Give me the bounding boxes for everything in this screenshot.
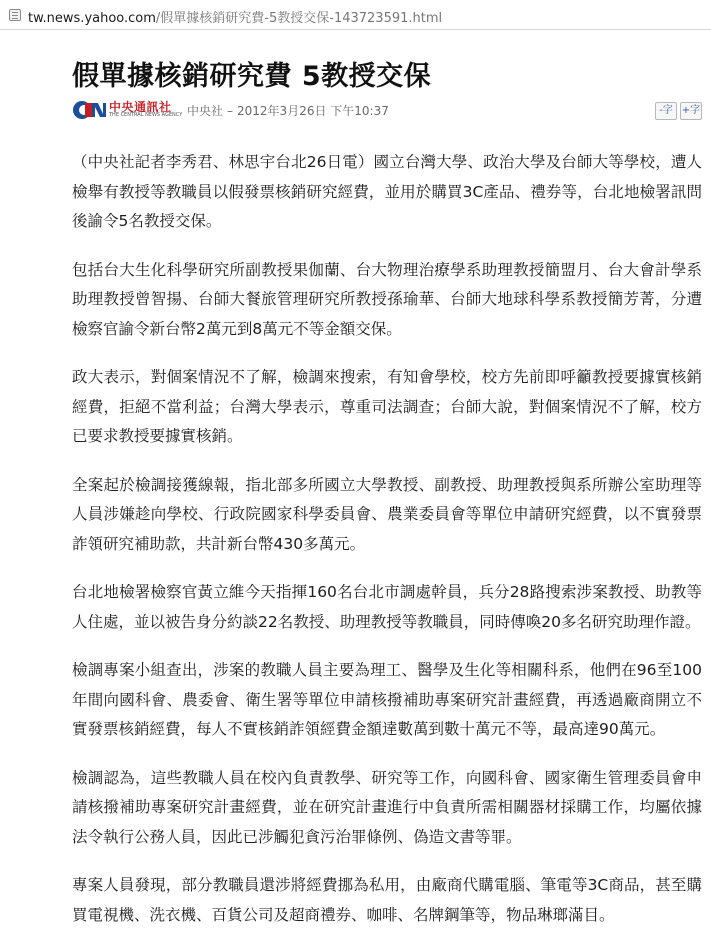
article-paragraph: 檢調認為，這些教職人員在校內負責教學、研究等工作，向國科會、國家衛生管理委員會申請核撥補助專案研究計畫經費，並在研究計畫進行中負責所需相關器材採購工作，均屬依據法令執行公務人員，因此已涉觸犯貪污治罪條例、偽造文書等罪。: [72, 768, 702, 846]
article-paragraph: 台北地檢署檢察官黃立維今天指揮160名台北市調處幹員，兵分28路搜索涉案教授、助教等人住處，並以被告身分約談22名教授、助理教授等教職員，同時傳喚20多名研究助理作證。: [72, 583, 702, 631]
article-paragraph: 檢調專案小組查出，涉案的教職人員主要為理工、醫學及生化等相關科系，他們在96至100年間向國科會、農委會、衛生署等單位申請核撥補助專案研究計畫經費，再透過廠商開立不實發票核銷經費，每人不實核銷詐領經費金額達數萬到數十萬元不等，最高達90萬元。: [72, 661, 702, 738]
font-decrease-button[interactable]: -字: [655, 102, 677, 120]
article-title: 假單據核銷研究費 5教授交保: [72, 61, 432, 92]
cna-logo-icon: [72, 100, 106, 120]
cna-logo[interactable]: [72, 98, 183, 122]
source-name: 中央社: [187, 104, 224, 118]
article-paragraph: 專案人員發現，部分教職員還涉將經費挪為私用，由廠商代購電腦、筆電等3C商品，甚至購買電視機、洗衣機、百貨公司及超商禮券、咖啡、名牌鋼筆等，物品琳瑯滿目。: [72, 876, 702, 924]
meta-separator: –: [227, 104, 234, 118]
article-paragraph: （中央社記者李秀君、林思宇台北26日電）國立台灣大學、政治大學及台師大等學校，遭人檢舉有教授等教職員以假發票核銷研究經費，並用於購買3C產品、禮券等，台北地檢署訊問後諭令5名教授交保。: [72, 153, 702, 230]
article-paragraph: 包括台大生化科學研究所副教授果伽蘭、台大物理治療學系助理教授簡盟月、台大會計學系助理教授曾智揚、台師大餐旅管理研究所教授孫瑜華、台師大地球科學系教授簡芳菁，分遭檢察官諭令新台幣2萬元到8萬元不等金額交保。: [72, 260, 702, 338]
article-meta: [187, 102, 389, 119]
url-text[interactable]: [28, 7, 442, 26]
cna-logo-english: THE CENTRAL NEWS AGENCY: [109, 112, 183, 118]
url-domain: tw.news.yahoo.com: [28, 11, 156, 26]
cna-logo-chinese: 中央通訊社: [109, 100, 172, 114]
page-icon: [9, 9, 21, 21]
byline: [72, 98, 702, 124]
font-size-controls: [652, 98, 702, 120]
url-path: /假單據核銷研究費-5教授交保-143723591.html: [155, 11, 443, 26]
font-increase-button[interactable]: +字: [680, 102, 702, 120]
publish-datetime: 2012年3月26日 下午10:37: [237, 104, 389, 118]
article-body: [72, 148, 702, 949]
address-bar[interactable]: [0, 0, 711, 30]
article-paragraph: 政大表示，對個案情況不了解，檢調來搜索，有知會學校，校方先前即呼籲教授要據實核銷經費，拒絕不當利益；台灣大學表示，尊重司法調查；台師大說，對個案情況不了解，校方已要求教授要據實核銷。: [72, 368, 702, 445]
article-paragraph: 全案起於檢調接獲線報，指北部多所國立大學教授、副教授、助理教授與系所辦公室助理等人員涉嫌趁向學校、行政院國家科學委員會、農業委員會等單位申請研究經費，以不實發票詐領研究補助款，共計新台幣430多萬元。: [72, 475, 702, 553]
